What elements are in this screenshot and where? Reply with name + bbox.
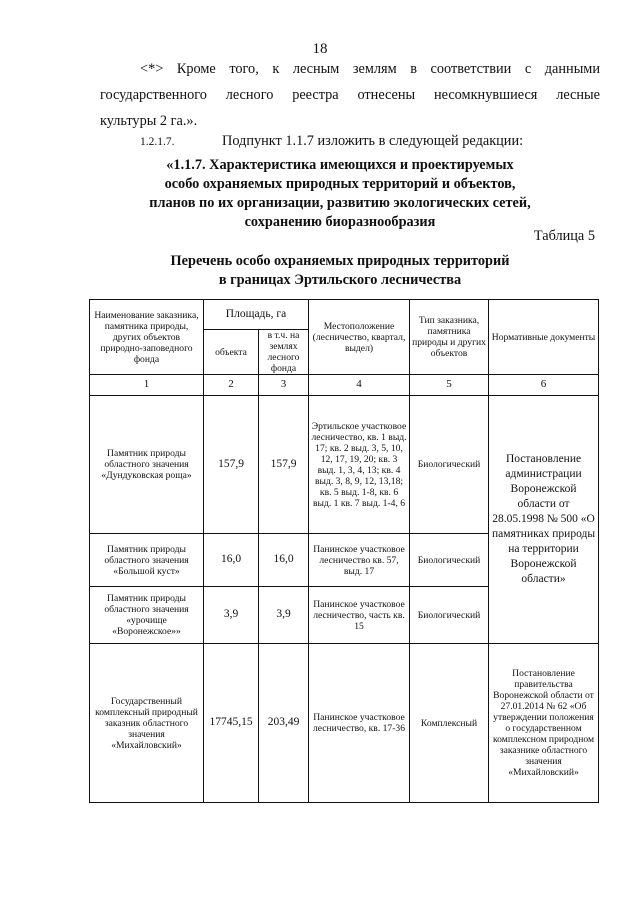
- header-area-forest: в т.ч. на землях лесного фонда: [259, 330, 309, 375]
- cell-area-object: 16,0: [204, 534, 259, 587]
- table-index-row: [90, 375, 599, 396]
- header-area: Площадь, га: [204, 300, 309, 330]
- footnote-line-1: <*> Кроме того, к лесным землям в соответствии с данными: [140, 61, 600, 77]
- heading-line-1: «1.1.7. Характеристика имеющихся и проектируемых: [166, 157, 514, 173]
- table-row: [90, 396, 599, 534]
- cell-name: Памятник природы областного значения «Дундуковская роща»: [90, 396, 204, 534]
- subclause: [140, 131, 523, 152]
- cell-location: Панинское участковое лесничество, кв. 17-36: [309, 644, 410, 803]
- subclause-number: 1.2.1.7.: [140, 136, 175, 148]
- footnote-line-3: культуры 2 га.».: [100, 113, 198, 129]
- header-docs: Нормативные документы: [489, 300, 599, 375]
- cell-docs: Постановление правительства Воронежской области от 27.01.2014 № 62 «Об утверждении положения о государственном комплексном природном заказнике областного значения «Михайловский»: [489, 644, 599, 803]
- table-row: [90, 644, 599, 803]
- cell-location: Панинское участковое лесничество кв. 57, выд. 17: [309, 534, 410, 587]
- index-cell: 3: [259, 375, 309, 396]
- index-cell: 6: [489, 375, 599, 396]
- table-header-row: [90, 300, 599, 330]
- cell-area-forest: 3,9: [259, 587, 309, 644]
- header-location: Местоположение (лесничество, квартал, выдел): [309, 300, 410, 375]
- cell-name: Государственный комплексный природный заказник областного значения «Михайловский»: [90, 644, 204, 803]
- table-title: [110, 252, 570, 290]
- table-label: Таблица 5: [533, 228, 595, 244]
- cell-type: Биологический: [410, 396, 489, 534]
- index-cell: 5: [410, 375, 489, 396]
- index-cell: 4: [309, 375, 410, 396]
- heading-line-3: планов по их организации, развитию экологических сетей,: [149, 195, 531, 211]
- heading-line-4: сохранению биоразнообразия: [244, 214, 436, 230]
- index-cell: 2: [204, 375, 259, 396]
- cell-type: Комплексный: [410, 644, 489, 803]
- table-title-line-2: в границах Эртильского лесничества: [218, 272, 462, 288]
- cell-location: Панинское участковое лесничество, часть кв. 15: [309, 587, 410, 644]
- header-name: Наименование заказника, памятника природы, других объектов природно-заповедного фонда: [90, 300, 204, 375]
- cell-area-object: 17745,15: [204, 644, 259, 803]
- cell-area-forest: 203,49: [259, 644, 309, 803]
- cell-name: Памятник природы областного значения «урочище «Воронежское»»: [90, 587, 204, 644]
- cell-area-forest: 16,0: [259, 534, 309, 587]
- cell-type: Биологический: [410, 534, 489, 587]
- cell-area-forest: 157,9: [259, 396, 309, 534]
- subclause-text: Подпункт 1.1.7 изложить в следующей редакции:: [222, 133, 524, 149]
- page-number: 18: [312, 41, 328, 57]
- header-area-object: объекта: [204, 330, 259, 375]
- heading-line-2: особо охраняемых природных территорий и объектов,: [164, 176, 516, 192]
- section-heading: [120, 156, 560, 232]
- cell-type: Биологический: [410, 587, 489, 644]
- cell-docs-shared: Постановление администрации Воронежской области от 28.05.1998 № 500 «О памятниках природы на территории Воронежской области»: [489, 396, 599, 644]
- table-title-line-1: Перечень особо охраняемых природных территорий: [170, 253, 510, 269]
- footnote-line-2: государственного лесного реестра отнесены несомкнувшиеся лесные: [100, 87, 600, 103]
- header-type: Тип заказника, памятника природы и других объектов: [410, 300, 489, 375]
- cell-location: Эртильское участковое лесничество, кв. 1 выд. 17; кв. 2 выд. 3, 5, 10, 12, 17, 19, 20; кв. 3 выд. 1, 3, 4, 13; кв. 4 выд. 3, 8, 9, 12, 13,18; кв. 5 выд. 1-8, кв. 6 выд. 1 кв. 7 выд. 1-4, 6: [309, 396, 410, 534]
- cell-area-object: 3,9: [204, 587, 259, 644]
- protected-areas-table: [89, 299, 599, 803]
- cell-area-object: 157,9: [204, 396, 259, 534]
- index-cell: 1: [90, 375, 204, 396]
- cell-name: Памятник природы областного значения «Большой куст»: [90, 534, 204, 587]
